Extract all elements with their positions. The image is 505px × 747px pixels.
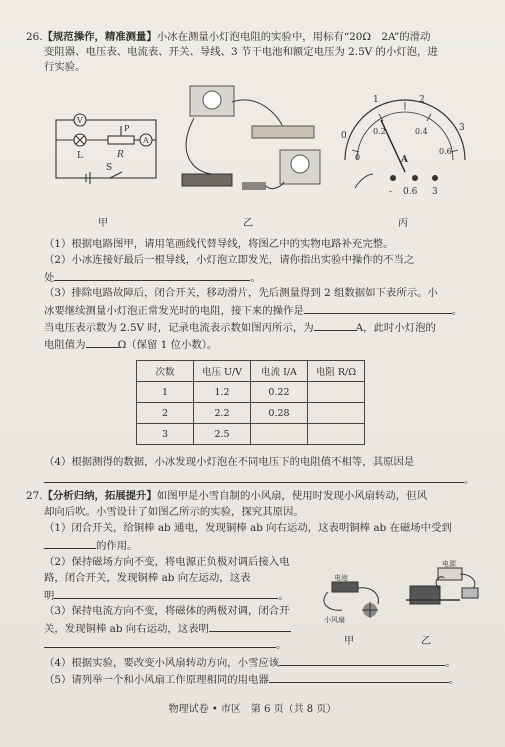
- q26-intro-line3: 行实验。: [44, 61, 86, 73]
- svg-text:0.2: 0.2: [373, 127, 386, 136]
- q27-part2-line3: 明 。: [44, 590, 289, 602]
- ammeter-dial: [335, 90, 475, 200]
- svg-text:0: 0: [341, 131, 347, 141]
- table-row: 3 2.5: [137, 424, 365, 445]
- q27-part4: （4）根据实验，要改变小风扇转动方向，小雪应该 。: [44, 657, 456, 669]
- q27-intro-line2: 却向后吹。小雪设计了如图乙所示的实验，探究其原因。: [44, 506, 304, 518]
- answer-blank[interactable]: [44, 472, 464, 483]
- answer-blank[interactable]: [269, 672, 449, 683]
- q26-intro-line2: 变阻器、电压表、电流表、开关、导线、3 节干电池和额定电压为 2.5V 的小灯泡，进: [44, 46, 438, 58]
- q27-part3-line3: 。: [44, 637, 286, 652]
- q26-part3-line1: （3）排除电路故障后，闭合开关，移动滑片，先后测量得到 2 组数据如下表所示。小: [44, 287, 438, 299]
- svg-text:3: 3: [459, 123, 465, 133]
- q27-intro-line1: 27.【分析归纳，拓展提升】如图甲是小雪自制的小风扇，使用时发现小风扇转动，但风: [26, 490, 427, 502]
- real-circuit-photo: [172, 82, 322, 197]
- q27-part1-line1: （1）闭合开关，给铜棒 ab 通电，发现铜棒 ab 向右运动，这表明铜棒 ab 在磁场中受到: [44, 522, 452, 534]
- fig-label-c: 丙: [398, 218, 408, 229]
- q26-intro-line1: 26.【规范操作，精准测量】小冰在测量小灯泡电阻的实验中，用标有“20Ω 2A”的滑动: [26, 31, 431, 43]
- answer-blank[interactable]: [44, 637, 276, 648]
- svg-text:A: A: [401, 155, 408, 165]
- q27-part5: （5）请列举一个和小风扇工作原理相同的用电器 。: [44, 674, 460, 686]
- switch-label: S: [106, 163, 113, 173]
- answer-blank[interactable]: [304, 303, 452, 314]
- q26-part3-line3: 当电压表示数为 2.5V 时，记录电流表示数如图丙所示，为 A，此时小灯泡的: [44, 322, 436, 334]
- svg-text:3: 3: [432, 187, 438, 197]
- svg-text:0.6: 0.6: [403, 187, 418, 197]
- answer-blank[interactable]: [209, 621, 291, 632]
- fig-label-a: 甲: [98, 218, 108, 229]
- q27-part3-line2: 关，发现铜棒 ab 向右运动，这表明: [44, 621, 291, 636]
- svg-text:2: 2: [419, 95, 425, 105]
- ammeter-label: A: [143, 136, 149, 145]
- q27-fig-label-a: 甲: [344, 636, 354, 647]
- fan-figure: [318, 572, 398, 627]
- q27-part1-line2: 的作用。: [44, 538, 138, 553]
- lamp-label: L: [77, 151, 83, 161]
- svg-text:电源: 电源: [442, 560, 456, 568]
- page-footer: 物理试卷 • 市区 第 6 页（共 8 页）: [168, 704, 337, 715]
- slider-label: P: [124, 124, 130, 133]
- q26-part1: （1）根据电路图甲，请用笔画线代替导线，将图乙中的实物电路补充完整。: [44, 238, 394, 250]
- q26-part4-line1: （4）根据测得的数据，小冰发现小灯泡在不同电压下的电阻值不相等，其原因是: [44, 456, 415, 468]
- table-row: 1 1.2 0.22: [137, 382, 365, 403]
- svg-text:小风扇: 小风扇: [324, 616, 345, 624]
- voltmeter-label: V: [77, 116, 83, 125]
- measurement-table: [136, 360, 365, 445]
- q26-part2-line2: 处 。: [44, 272, 261, 284]
- circuit-diagram: [46, 112, 166, 202]
- answer-blank[interactable]: [44, 538, 96, 549]
- q26-part4-line2: 。: [44, 472, 474, 487]
- svg-text:0: 0: [355, 153, 361, 162]
- table-header-row: 次数 电压 U/V 电流 I/A 电阻 R/Ω: [137, 361, 365, 382]
- q26-part3-line4: 电阻值为 Ω（保留 1 位小数）。: [44, 339, 218, 351]
- svg-text:0.4: 0.4: [415, 127, 428, 136]
- q27-part3-line1: （3）保持电流方向不变，将磁体的两极对调，闭合开: [44, 605, 290, 617]
- answer-blank[interactable]: [314, 320, 356, 331]
- svg-text:0.6: 0.6: [439, 147, 452, 156]
- q26-part2-line1: （2）小冰连接好最后一根导线，小灯泡立即发光，请你指出实验中操作的不当之: [44, 254, 415, 266]
- answer-blank[interactable]: [54, 588, 278, 599]
- answer-blank[interactable]: [54, 270, 250, 281]
- svg-text:-: -: [389, 187, 393, 197]
- magnet-experiment-figure: [400, 560, 490, 615]
- svg-text:1: 1: [373, 95, 379, 105]
- table-row: 2 2.2 0.28: [137, 403, 365, 424]
- q27-fig-label-b: 乙: [421, 636, 431, 647]
- q27-part2-line2: 路，闭合开关，发现铜棒 ab 向左运动，这表: [44, 572, 251, 584]
- q27-part2-line1: （2）保持磁场方向不变，将电源正负极对调后接入电: [44, 556, 290, 568]
- fig-label-b: 乙: [243, 218, 253, 229]
- svg-text:电池: 电池: [334, 574, 348, 582]
- answer-blank[interactable]: [86, 337, 118, 348]
- rheostat-label: R: [117, 150, 124, 160]
- answer-blank[interactable]: [279, 655, 445, 666]
- q26-part3-line2: 冰要继续测量小灯泡正常发光时的电阻，接下来的操作是 。: [44, 305, 463, 317]
